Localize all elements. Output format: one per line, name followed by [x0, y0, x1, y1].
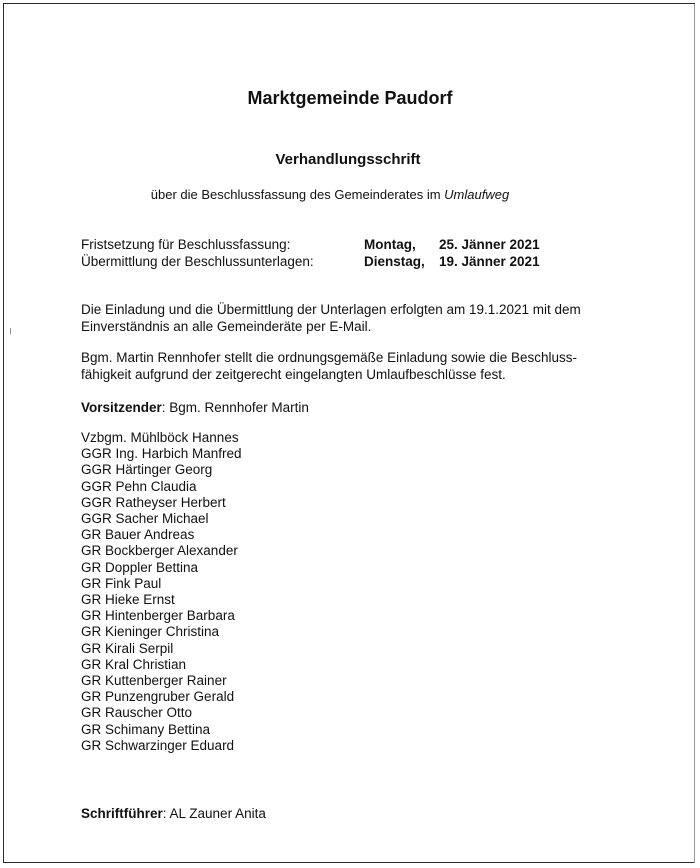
list-item: GR Bockberger Alexander — [81, 543, 238, 559]
deadline-weekday: Montag, — [364, 237, 416, 252]
list-item: GR Kieninger Christina — [81, 624, 220, 640]
chair-label: Vorsitzender — [81, 400, 162, 415]
list-item: GGR Pehn Claudia — [81, 478, 197, 494]
deadline-date: 25. Jänner 2021 — [439, 237, 540, 252]
secretary-label: Schriftführer — [81, 806, 163, 821]
deadline-label: Übermittlung der Beschlussunterlagen: — [81, 254, 314, 269]
list-item: GR Schimany Bettina — [81, 721, 211, 737]
list-item: GR Hintenberger Barbara — [81, 608, 235, 624]
list-item: Vzbgm. Mühlböck Hannes — [81, 430, 239, 445]
intro-mode: Umlaufweg — [444, 187, 510, 202]
list-item: GR Schwarzinger Eduard — [81, 737, 235, 753]
invitation-paragraph — [81, 302, 641, 335]
intro-line — [0, 187, 660, 202]
deadline-label: Fristsetzung für Beschlussfassung: — [81, 237, 291, 252]
list-item: GR Bauer Andreas — [81, 527, 195, 543]
deadline-row-resolution — [81, 236, 561, 253]
intro-prefix: über die Beschlussfassung des Gemeinderates im — [150, 187, 445, 202]
list-item: GGR Sacher Michael — [81, 511, 209, 527]
deadline-weekday: Dienstag, — [364, 254, 425, 269]
chair-name: : Bgm. Rennhofer Martin — [161, 400, 309, 415]
secretary-name: : AL Zauner Anita — [162, 806, 266, 821]
list-item: GR Kral Christian — [81, 656, 187, 672]
council-member-list — [81, 430, 242, 754]
list-item: GR Hieke Ernst — [81, 592, 175, 608]
deadline-row-documents — [81, 253, 561, 270]
quorum-line-2: fähigkeit aufgrund der zeitgerecht eingelangten Umlaufbeschlüsse fest. — [81, 366, 506, 382]
chair-line — [81, 399, 309, 416]
list-item: GR Fink Paul — [81, 575, 162, 591]
invitation-line-1: Die Einladung und die Übermittlung der Unterlagen erfolgten am 19.1.2021 mit dem — [81, 302, 581, 317]
invitation-line-2: Einverständnis an alle Gemeinderäte per E-Mail. — [81, 318, 372, 334]
list-item: GR Kuttenberger Rainer — [81, 673, 227, 689]
list-item: GR Doppler Bettina — [81, 559, 199, 575]
list-item: GGR Ing. Harbich Manfred — [81, 446, 242, 462]
page-edge-shadow — [694, 4, 695, 863]
scan-margin-mark — [10, 328, 11, 334]
deadline-date: 19. Jänner 2021 — [439, 254, 540, 269]
secretary-line — [81, 805, 266, 822]
quorum-paragraph — [81, 350, 641, 383]
list-item: GGR Ratheyser Herbert — [81, 494, 226, 510]
list-item: GR Punzengruber Gerald — [81, 689, 235, 705]
list-item: GGR Härtinger Georg — [81, 462, 213, 478]
quorum-line-1: Bgm. Martin Rennhofer stellt die ordnungsgemäße Einladung sowie die Beschluss- — [81, 350, 578, 365]
municipality-title: Marktgemeinde Paudorf — [247, 88, 453, 108]
list-item: GR Rauscher Otto — [81, 705, 193, 721]
document-type-heading: Verhandlungsschrift — [275, 151, 421, 168]
list-item: GR Kirali Serpil — [81, 640, 174, 656]
